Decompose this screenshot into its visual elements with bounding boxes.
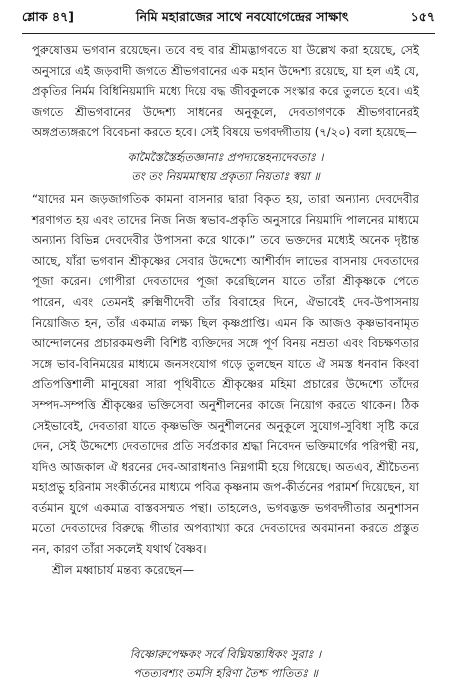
page-body [32, 40, 419, 580]
verse-line: পতত্যবশ্যং তমসি হরিণা তৈশ্চ পাতিতঃ ॥ [133, 666, 318, 680]
verse-line: বিষ্ণোরুপেক্ষকং সর্বে বিঘ্নিযন্ত্যধিকং সুরাঃ । [129, 647, 322, 661]
page-header [22, 8, 435, 30]
closing-verse [32, 645, 419, 683]
page-number: ১৫৭ [410, 9, 435, 24]
chapter-title: নিমি মহারাজের সাথে নবযোগেন্দ্রের সাক্ষাৎ [136, 9, 349, 24]
purport-paragraph: “যাদের মন জড়জাগতিক কামনা বাসনার দ্বারা বিকৃত হয়, তারা অন্যান্য দেবদেবীর শরণাগত হয় এবং তাদের নিজ নিজ স্বভাব-প্রকৃতি অনুসারে নিয়মাদি পালনের মাধ্যমে অন্যান্য বিভিন্ন দেবদেবীর উপাসনা করে থাকে।” তবে ভক্তদের মধ্যেই অনেক দৃষ্টান্ত আছে, যাঁরা ভগবান শ্রীকৃষ্ণের সেবার উদ্দেশ্যে আশীর্বাদ লাভের বাসনায় দেবতাদের পূজা করেন। গোপীরা দেবতাদের পূজা করেছিলেন যাতে তাঁরা শ্রীকৃষ্ণকে পেতে পারেন, এবং তেমনই রুক্মিণীদেবী তাঁর বিবাহের দিনে, ঐভাবেই দেব-উপাসনায় নিয়োজিত হন, তাঁর একমাত্র লক্ষ্য ছিল কৃষ্ণপ্রাপ্তি। এমন কি আজও কৃষ্ণভাবনামৃত আন্দোলনের প্রচারকমণ্ডলী বিশিষ্ট ব্যক্তিদের সঙ্গে পূর্ণ বিনয় নম্রতা এবং বিচক্ষণতার সঙ্গে ভাব-বিনিময়ের মাধ্যমে জনসংযোগ গড়ে তুলছেন যাতে ঐ সমস্ত ধনবান কিংবা প্রতিপত্তিশালী মানুষেরা সারা পৃথিবীতে শ্রীকৃষ্ণের মহিমা প্রচারের উদ্দেশ্যে তাঁদের সম্পদ-সম্পত্তি শ্রীকৃষ্ণের ভক্তিসেবা অনুশীলনের কাজে নিয়োগ করতে থাকেন। ঠিক সেইভাবেই, দেবতারা যাতে কৃষ্ণভক্তি অনুশীলনের অনুকূলে সুযোগ-সুবিধা সৃষ্টি করে দেন, সেই উদ্দেশ্যে দেবতাদের প্রতি সর্বপ্রকার শ্রদ্ধা নিবেদন ভক্তিমার্গের পরিপন্থী নয়, যদিও আজকাল ঐ ধরনের দেব-আরাধনাও নিম্নগামী হয়ে গিয়েছে। অতএব, শ্রীচৈতন্য মহাপ্রভু হরিনাম সংকীর্তনের মাধ্যমে পবিত্র কৃষ্ণনাম জপ-কীর্তনের পরামর্শ দিয়েছেন, যা বর্তমান যুগে একমাত্র বাস্তবসম্মত পন্থা। তাহলেও, ভগবদ্ভক্ত ভগবদ্গীতার অনুশাসন মতো দেবতাদের বিরুদ্ধে গীতার অপব্যাখ্যা করে দেবতাদের অবমাননা করতে প্রস্তুত নন, কারণ তাঁরা সকলেই যথার্থ বৈষ্ণব। [32, 191, 419, 557]
attribution: শ্রীল মধ্বাচার্য মন্তব্য করেছেন— [52, 562, 195, 577]
paragraph: পুরুষোত্তম ভগবান রয়েছেন। তবে বহু বার শ্রীমদ্ভাগবতে যা উল্লেখ করা হয়েছে, সেই অনুসারে এই জড়বাদী জগতে শ্রীভগবানের এক মহান উদ্দেশ্য রয়েছে, যা হল এই যে, প্রকৃতির নির্মম বিধিনিয়মাদি মধ্যে দিয়ে বদ্ধ জীবকুলকে সংস্কার করে তুলতে হবে। এই জগতে শ্রীভগবানের উদ্দেশ্য সাধনের অনুকূলে, দেবতাগণকে শ্রীভগবানেরই অঙ্গপ্রত্যঙ্গরূপে বিবেচনা করতে হবে। সেই বিষয়ে ভগবদ্গীতায় (৭/২০) বলা হয়েছে— [32, 43, 419, 140]
verse-line: কামৈস্তৈস্তৈর্হৃতজ্ঞানাঃ প্রপদ্যন্তেহন্যদেবতাঃ । [127, 149, 324, 164]
verse-reference: শ্লোক ৪৭] [22, 9, 74, 24]
sanskrit-verse [32, 148, 419, 186]
verse-line: তং তং নিয়মমাস্থায় প্রকৃত্যা নিয়তাঃ স্বয়া ॥ [131, 168, 320, 183]
header-divider [22, 33, 435, 34]
